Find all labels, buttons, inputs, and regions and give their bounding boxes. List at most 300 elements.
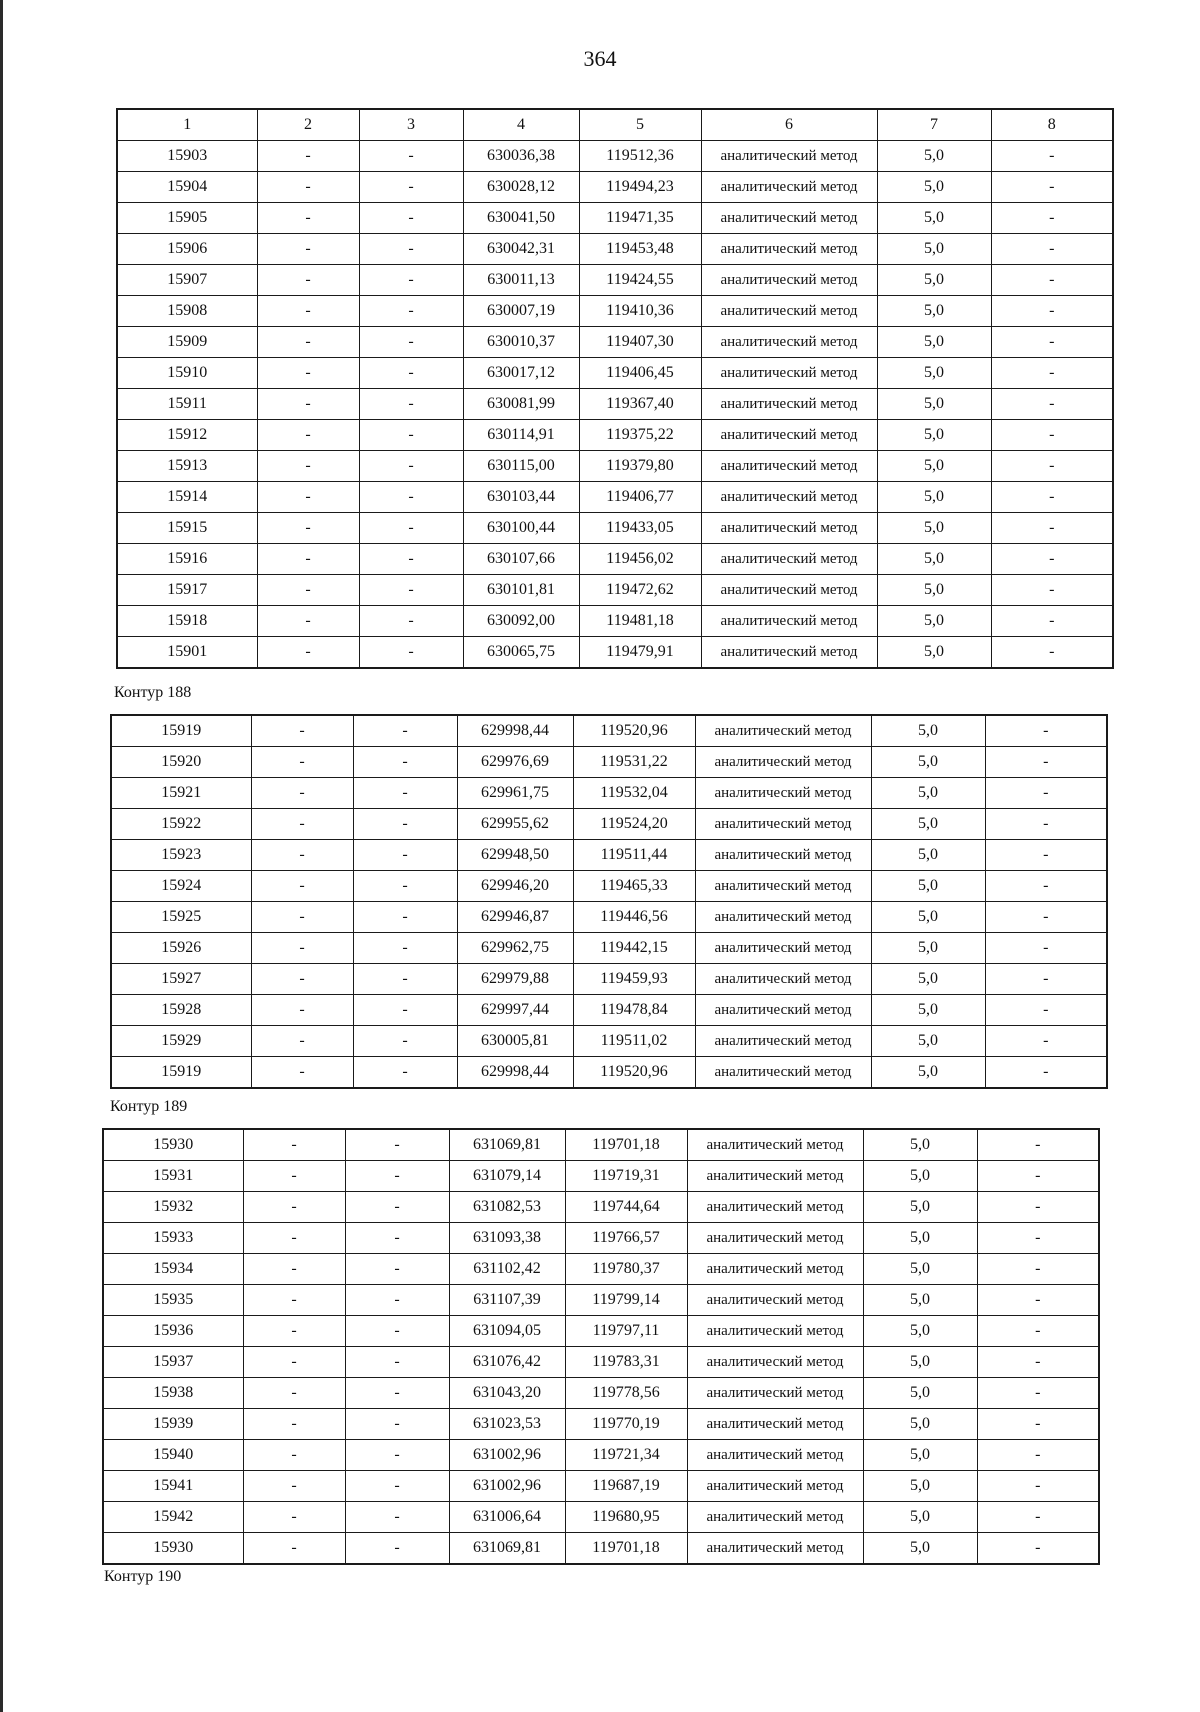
- table-cell: -: [353, 715, 457, 747]
- page-number: 364: [583, 46, 617, 71]
- table-cell: 631002,96: [449, 1471, 565, 1502]
- table-cell: 5,0: [871, 778, 985, 809]
- method-cell: аналитический метод: [687, 1502, 863, 1533]
- table-row: [117, 234, 1113, 265]
- table-cell: -: [991, 420, 1113, 451]
- table-row: [117, 265, 1113, 296]
- table-row: [103, 1316, 1099, 1347]
- method-cell: аналитический метод: [687, 1533, 863, 1565]
- method-cell: аналитический метод: [695, 778, 871, 809]
- table-cell: 119494,23: [579, 172, 701, 203]
- table-cell: -: [243, 1533, 345, 1565]
- table-cell: 631107,39: [449, 1285, 565, 1316]
- table-cell: 15922: [111, 809, 251, 840]
- table-cell: 629955,62: [457, 809, 573, 840]
- table-row: [111, 747, 1107, 778]
- table-cell: -: [985, 778, 1107, 809]
- table-cell: 5,0: [877, 606, 991, 637]
- table-cell: 630011,13: [463, 265, 579, 296]
- table-cell: -: [257, 389, 359, 420]
- table-cell: 6: [701, 109, 877, 141]
- table-cell: 15928: [111, 995, 251, 1026]
- table-cell: 629998,44: [457, 1057, 573, 1089]
- table-row: [103, 1533, 1099, 1565]
- table-row: [117, 575, 1113, 606]
- table-cell: 119367,40: [579, 389, 701, 420]
- table-cell: 15936: [103, 1316, 243, 1347]
- table-cell: -: [991, 265, 1113, 296]
- table-cell: 119406,77: [579, 482, 701, 513]
- table-cell: -: [345, 1254, 449, 1285]
- table-cell: 1: [117, 109, 257, 141]
- table-cell: -: [353, 778, 457, 809]
- table-cell: -: [359, 265, 463, 296]
- table-cell: 5,0: [877, 296, 991, 327]
- table-cell: 5,0: [877, 327, 991, 358]
- table-cell: -: [251, 995, 353, 1026]
- table-cell: 631082,53: [449, 1192, 565, 1223]
- table-cell: -: [991, 203, 1113, 234]
- table-cell: 15930: [103, 1533, 243, 1565]
- method-cell: аналитический метод: [701, 203, 877, 234]
- table-row: [111, 995, 1107, 1026]
- table-row: [117, 482, 1113, 513]
- table-cell: 119446,56: [573, 902, 695, 933]
- table-row: [111, 933, 1107, 964]
- method-cell: аналитический метод: [695, 747, 871, 778]
- table-cell: 15935: [103, 1285, 243, 1316]
- table-cell: -: [985, 871, 1107, 902]
- table-cell: 629946,20: [457, 871, 573, 902]
- table-cell: -: [257, 327, 359, 358]
- table-cell: 5,0: [863, 1378, 977, 1409]
- table-cell: -: [977, 1378, 1099, 1409]
- table-cell: -: [243, 1471, 345, 1502]
- table-row: [103, 1378, 1099, 1409]
- table-cell: -: [359, 482, 463, 513]
- table-cell: 629946,87: [457, 902, 573, 933]
- header-row: [117, 109, 1113, 141]
- table-cell: 630036,38: [463, 141, 579, 172]
- table-cell: 5,0: [863, 1533, 977, 1565]
- table-cell: 5,0: [871, 933, 985, 964]
- coordinates-table-3: [102, 1128, 1100, 1565]
- table-cell: 15905: [117, 203, 257, 234]
- table-cell: -: [359, 141, 463, 172]
- table-cell: -: [977, 1409, 1099, 1440]
- table-cell: -: [345, 1161, 449, 1192]
- table-cell: 119453,48: [579, 234, 701, 265]
- table-cell: 15927: [111, 964, 251, 995]
- method-cell: аналитический метод: [701, 358, 877, 389]
- table-cell: -: [257, 265, 359, 296]
- table-row: [117, 172, 1113, 203]
- table-cell: 15933: [103, 1223, 243, 1254]
- table-cell: 119459,93: [573, 964, 695, 995]
- table-cell: -: [251, 747, 353, 778]
- table-cell: 119407,30: [579, 327, 701, 358]
- table-cell: -: [251, 1057, 353, 1089]
- table-cell: 5,0: [877, 575, 991, 606]
- method-cell: аналитический метод: [701, 637, 877, 669]
- table-cell: 119472,62: [579, 575, 701, 606]
- method-cell: аналитический метод: [701, 513, 877, 544]
- method-cell: аналитический метод: [695, 1026, 871, 1057]
- table-cell: -: [353, 902, 457, 933]
- table-cell: -: [977, 1192, 1099, 1223]
- table-cell: 5,0: [863, 1129, 977, 1161]
- table-cell: 15901: [117, 637, 257, 669]
- table-cell: 629961,75: [457, 778, 573, 809]
- table-cell: -: [243, 1502, 345, 1533]
- table-cell: -: [353, 964, 457, 995]
- table-cell: -: [359, 389, 463, 420]
- table-cell: -: [359, 451, 463, 482]
- method-cell: аналитический метод: [701, 482, 877, 513]
- table-cell: 5,0: [871, 995, 985, 1026]
- table-cell: -: [257, 420, 359, 451]
- table-cell: 119780,37: [565, 1254, 687, 1285]
- table-cell: 5,0: [871, 964, 985, 995]
- table-cell: -: [345, 1223, 449, 1254]
- table-cell: 119433,05: [579, 513, 701, 544]
- table-cell: 119481,18: [579, 606, 701, 637]
- table-row: [117, 420, 1113, 451]
- table-cell: -: [251, 933, 353, 964]
- table-cell: 3: [359, 109, 463, 141]
- table-cell: 119721,34: [565, 1440, 687, 1471]
- table-cell: -: [991, 575, 1113, 606]
- table-cell: -: [345, 1440, 449, 1471]
- table-cell: -: [991, 544, 1113, 575]
- table-cell: -: [359, 513, 463, 544]
- table-cell: 2: [257, 109, 359, 141]
- table-cell: 631069,81: [449, 1129, 565, 1161]
- table-cell: 631102,42: [449, 1254, 565, 1285]
- table-row: [111, 715, 1107, 747]
- table-cell: 119701,18: [565, 1533, 687, 1565]
- table-cell: 119406,45: [579, 358, 701, 389]
- method-cell: аналитический метод: [687, 1409, 863, 1440]
- table-cell: -: [243, 1440, 345, 1471]
- table-cell: -: [243, 1409, 345, 1440]
- table-cell: 630065,75: [463, 637, 579, 669]
- table-cell: 119520,96: [573, 715, 695, 747]
- table-cell: 15914: [117, 482, 257, 513]
- table-cell: -: [359, 296, 463, 327]
- table-cell: -: [977, 1254, 1099, 1285]
- table-cell: 15932: [103, 1192, 243, 1223]
- table-cell: 5,0: [871, 840, 985, 871]
- table-cell: 15904: [117, 172, 257, 203]
- table-cell: 5,0: [871, 1057, 985, 1089]
- method-cell: аналитический метод: [701, 544, 877, 575]
- contour-label: Контур 190: [104, 1568, 182, 1585]
- table-row: [103, 1223, 1099, 1254]
- table-cell: 5,0: [863, 1471, 977, 1502]
- table-cell: -: [985, 995, 1107, 1026]
- table-cell: 119680,95: [565, 1502, 687, 1533]
- table-cell: 629998,44: [457, 715, 573, 747]
- table-cell: 630081,99: [463, 389, 579, 420]
- table-row: [117, 544, 1113, 575]
- contour-label: Контур 188: [114, 684, 192, 701]
- table-cell: -: [985, 747, 1107, 778]
- table-cell: 630103,44: [463, 482, 579, 513]
- table-cell: 630005,81: [457, 1026, 573, 1057]
- table-cell: 15913: [117, 451, 257, 482]
- method-cell: аналитический метод: [687, 1129, 863, 1161]
- table-row: [111, 1026, 1107, 1057]
- table-cell: 15923: [111, 840, 251, 871]
- table-cell: -: [991, 327, 1113, 358]
- table-cell: 5,0: [871, 902, 985, 933]
- table-row: [117, 296, 1113, 327]
- table-cell: 5,0: [871, 809, 985, 840]
- table-cell: 5,0: [863, 1192, 977, 1223]
- table-cell: -: [257, 296, 359, 327]
- table-cell: -: [345, 1378, 449, 1409]
- table-cell: -: [991, 637, 1113, 669]
- table-cell: 15942: [103, 1502, 243, 1533]
- table-cell: -: [985, 933, 1107, 964]
- table-cell: 119379,80: [579, 451, 701, 482]
- table-cell: 15918: [117, 606, 257, 637]
- method-cell: аналитический метод: [687, 1161, 863, 1192]
- table-cell: 5,0: [877, 389, 991, 420]
- table-cell: -: [257, 513, 359, 544]
- table-cell: -: [353, 809, 457, 840]
- method-cell: аналитический метод: [695, 871, 871, 902]
- table-cell: 5,0: [877, 172, 991, 203]
- table-row: [103, 1409, 1099, 1440]
- table-cell: -: [985, 715, 1107, 747]
- table-cell: -: [977, 1316, 1099, 1347]
- table-cell: 629997,44: [457, 995, 573, 1026]
- table-row: [111, 964, 1107, 995]
- table-cell: -: [251, 715, 353, 747]
- table-cell: -: [991, 358, 1113, 389]
- table-cell: -: [977, 1129, 1099, 1161]
- table-cell: -: [257, 575, 359, 606]
- table-cell: 15920: [111, 747, 251, 778]
- table-cell: 15938: [103, 1378, 243, 1409]
- table-cell: -: [359, 172, 463, 203]
- table-cell: -: [985, 809, 1107, 840]
- table-row: [103, 1129, 1099, 1161]
- table-cell: 631079,14: [449, 1161, 565, 1192]
- table-cell: -: [353, 840, 457, 871]
- method-cell: аналитический метод: [695, 964, 871, 995]
- table-cell: -: [243, 1192, 345, 1223]
- table-cell: -: [257, 203, 359, 234]
- table-cell: 15930: [103, 1129, 243, 1161]
- table-row: [117, 606, 1113, 637]
- table-cell: 631002,96: [449, 1440, 565, 1471]
- table-cell: 5,0: [863, 1409, 977, 1440]
- method-cell: аналитический метод: [687, 1254, 863, 1285]
- method-cell: аналитический метод: [701, 606, 877, 637]
- method-cell: аналитический метод: [695, 902, 871, 933]
- table-cell: 629962,75: [457, 933, 573, 964]
- table-cell: 119799,14: [565, 1285, 687, 1316]
- table-cell: -: [991, 296, 1113, 327]
- table-cell: 119478,84: [573, 995, 695, 1026]
- table-cell: -: [353, 933, 457, 964]
- table-cell: 15911: [117, 389, 257, 420]
- table-cell: -: [991, 513, 1113, 544]
- table-cell: -: [251, 871, 353, 902]
- table-cell: 119375,22: [579, 420, 701, 451]
- table-row: [103, 1161, 1099, 1192]
- method-cell: аналитический метод: [687, 1223, 863, 1254]
- table-cell: -: [985, 902, 1107, 933]
- table-cell: 5,0: [877, 544, 991, 575]
- table-cell: -: [985, 1026, 1107, 1057]
- table-cell: 631006,64: [449, 1502, 565, 1533]
- table-cell: -: [991, 234, 1113, 265]
- table-cell: -: [345, 1471, 449, 1502]
- table-cell: 15934: [103, 1254, 243, 1285]
- table-cell: -: [243, 1129, 345, 1161]
- table-cell: -: [345, 1192, 449, 1223]
- table-cell: 630042,31: [463, 234, 579, 265]
- table-cell: -: [345, 1409, 449, 1440]
- table-cell: -: [257, 544, 359, 575]
- table-cell: 119766,57: [565, 1223, 687, 1254]
- table-cell: 5,0: [877, 203, 991, 234]
- table-cell: 7: [877, 109, 991, 141]
- table-cell: -: [257, 637, 359, 669]
- table-cell: -: [345, 1285, 449, 1316]
- table-cell: -: [359, 234, 463, 265]
- table-cell: 15931: [103, 1161, 243, 1192]
- table-cell: -: [251, 840, 353, 871]
- table-cell: -: [243, 1285, 345, 1316]
- table-cell: 631023,53: [449, 1409, 565, 1440]
- table-cell: 119465,33: [573, 871, 695, 902]
- method-cell: аналитический метод: [687, 1316, 863, 1347]
- table-cell: 5,0: [863, 1316, 977, 1347]
- table-cell: 119424,55: [579, 265, 701, 296]
- table-row: [117, 327, 1113, 358]
- table-cell: 5,0: [877, 234, 991, 265]
- table-cell: 119797,11: [565, 1316, 687, 1347]
- table-cell: 5,0: [863, 1161, 977, 1192]
- table-cell: 15941: [103, 1471, 243, 1502]
- table-cell: -: [257, 606, 359, 637]
- table-cell: 119744,64: [565, 1192, 687, 1223]
- table-cell: 630028,12: [463, 172, 579, 203]
- table-cell: 5,0: [877, 451, 991, 482]
- table-cell: 15929: [111, 1026, 251, 1057]
- table-cell: 8: [991, 109, 1113, 141]
- table-cell: 119511,44: [573, 840, 695, 871]
- table-cell: 119701,18: [565, 1129, 687, 1161]
- table-cell: -: [257, 451, 359, 482]
- table-cell: 15937: [103, 1347, 243, 1378]
- table-cell: 15926: [111, 933, 251, 964]
- table-cell: -: [243, 1223, 345, 1254]
- table-cell: -: [243, 1161, 345, 1192]
- table-cell: 630100,44: [463, 513, 579, 544]
- table-cell: 15924: [111, 871, 251, 902]
- table-cell: 15910: [117, 358, 257, 389]
- table-row: [103, 1254, 1099, 1285]
- table-cell: 119520,96: [573, 1057, 695, 1089]
- table-cell: 5,0: [871, 747, 985, 778]
- table-cell: 631076,42: [449, 1347, 565, 1378]
- table-cell: 630010,37: [463, 327, 579, 358]
- table-cell: -: [243, 1254, 345, 1285]
- method-cell: аналитический метод: [701, 234, 877, 265]
- method-cell: аналитический метод: [701, 327, 877, 358]
- method-cell: аналитический метод: [701, 389, 877, 420]
- method-cell: аналитический метод: [687, 1471, 863, 1502]
- table-cell: -: [977, 1285, 1099, 1316]
- method-cell: аналитический метод: [687, 1440, 863, 1471]
- table-cell: 5: [579, 109, 701, 141]
- method-cell: аналитический метод: [695, 1057, 871, 1089]
- table-cell: 5,0: [863, 1285, 977, 1316]
- table-row: [117, 637, 1113, 669]
- table-cell: 630114,91: [463, 420, 579, 451]
- table-cell: -: [991, 389, 1113, 420]
- table-row: [103, 1192, 1099, 1223]
- contour-label: Контур 189: [110, 1098, 188, 1115]
- table-cell: 631069,81: [449, 1533, 565, 1565]
- table-cell: -: [257, 482, 359, 513]
- table-cell: 119471,35: [579, 203, 701, 234]
- table-cell: -: [977, 1440, 1099, 1471]
- table-cell: -: [977, 1161, 1099, 1192]
- table-cell: 119410,36: [579, 296, 701, 327]
- table-cell: 15925: [111, 902, 251, 933]
- method-cell: аналитический метод: [687, 1285, 863, 1316]
- table-row: [111, 902, 1107, 933]
- method-cell: аналитический метод: [687, 1192, 863, 1223]
- scan-edge: [0, 0, 3, 1712]
- table-cell: -: [243, 1316, 345, 1347]
- table-cell: -: [345, 1316, 449, 1347]
- table-cell: 630101,81: [463, 575, 579, 606]
- table-cell: -: [257, 141, 359, 172]
- table-cell: -: [251, 778, 353, 809]
- method-cell: аналитический метод: [701, 575, 877, 606]
- table-cell: 119531,22: [573, 747, 695, 778]
- method-cell: аналитический метод: [687, 1378, 863, 1409]
- table-cell: 15906: [117, 234, 257, 265]
- table-cell: -: [353, 1057, 457, 1089]
- table-cell: 15909: [117, 327, 257, 358]
- table-cell: 5,0: [863, 1223, 977, 1254]
- table-cell: 15916: [117, 544, 257, 575]
- method-cell: аналитический метод: [701, 296, 877, 327]
- table-row: [111, 1057, 1107, 1089]
- method-cell: аналитический метод: [695, 933, 871, 964]
- method-cell: аналитический метод: [687, 1347, 863, 1378]
- table-cell: -: [257, 234, 359, 265]
- table-cell: 5,0: [877, 482, 991, 513]
- table-cell: -: [251, 964, 353, 995]
- table-cell: 5,0: [877, 420, 991, 451]
- table-cell: -: [977, 1223, 1099, 1254]
- table-cell: 15917: [117, 575, 257, 606]
- table-cell: 631043,20: [449, 1378, 565, 1409]
- table-cell: 5,0: [877, 513, 991, 544]
- table-row: [117, 389, 1113, 420]
- method-cell: аналитический метод: [695, 995, 871, 1026]
